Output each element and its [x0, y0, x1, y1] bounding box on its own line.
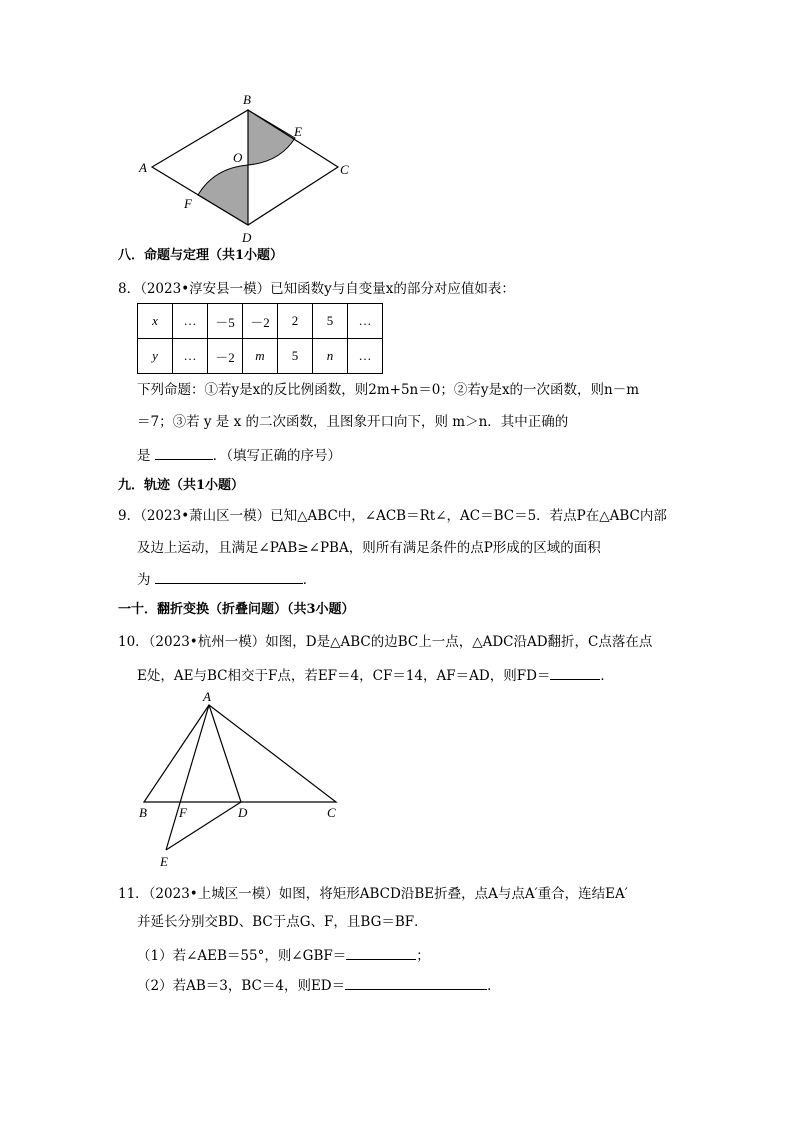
label-A: A — [203, 690, 211, 704]
label-F: F — [184, 196, 192, 211]
table-cell: －2 — [243, 304, 278, 339]
label-C: C — [327, 805, 336, 820]
q10-line2 — [137, 665, 614, 685]
q11-sub1-pre: （1）若∠AEB＝55°，则∠GBF＝ — [137, 948, 347, 964]
triangle-figure — [130, 690, 360, 870]
label-B: B — [139, 805, 147, 820]
q10-line2-post: ． — [600, 668, 614, 684]
label-E: E — [294, 124, 302, 139]
q11-sub1 — [137, 945, 430, 965]
q11-sub2-post: ． — [487, 978, 501, 994]
q11-sub2-pre: （2）若AB＝3，BC＝4，则ED＝ — [137, 978, 346, 994]
label-A: A — [139, 160, 147, 175]
segment-ad — [209, 705, 241, 802]
table-cell: －5 — [208, 304, 243, 339]
q11-sub2-answer-blank[interactable] — [345, 975, 487, 990]
q8-line3 — [137, 445, 341, 465]
table-row — [138, 339, 383, 374]
triangle-abc — [144, 705, 336, 802]
shaded-sector-lower — [198, 165, 248, 225]
table-cell: 2 — [278, 304, 313, 339]
label-E: E — [160, 854, 168, 869]
section-8-heading: 八．命题与定理（共1小题） — [118, 248, 284, 263]
table-cell: m — [243, 339, 278, 374]
q8-line3-post: ．（填写正确的序号） — [212, 448, 342, 464]
table-row — [138, 304, 383, 339]
q8-line2: ＝7；③若 y 是 x 的二次函数，且图象开口向下，则 m＞n．其中正确的 — [137, 414, 569, 430]
q11-line2: 并延长分别交BD、BC于点G、F，且BG＝BF． — [137, 914, 428, 930]
table-cell: 5 — [313, 304, 348, 339]
q11-sub1-post: ； — [416, 948, 430, 964]
table-cell: … — [173, 304, 208, 339]
rhombus-figure — [130, 90, 360, 245]
table-cell: 5 — [278, 339, 313, 374]
table-cell: … — [348, 339, 383, 374]
q8-line1: 下列命题：①若y是x的反比例函数，则2m+5n＝0；②若y是x的一次函数，则n－m — [137, 382, 640, 398]
q8-stem: 8．（2023•淳安县一模）已知函数y与自变量x的部分对应值如表： — [118, 281, 515, 297]
q10-line2-pre: E处，AE与BC相交于F点，若EF＝4，CF＝14，AF＝AD，则FD＝ — [137, 668, 551, 684]
q9-line3-post: ． — [302, 572, 317, 588]
q8-answer-blank[interactable] — [155, 445, 213, 460]
shaded-sector-upper — [248, 110, 295, 165]
q9-line3-pre: 为 — [137, 572, 151, 588]
label-D: D — [242, 230, 252, 245]
label-B: B — [243, 92, 251, 107]
section-10-heading: 一十．翻折变换（折叠问题）（共3小题） — [118, 602, 355, 617]
table-cell: … — [173, 339, 208, 374]
q10-line1: 10．（2023•杭州一模）如图，D是△ABC的边BC上一点，△ADC沿AD翻折，C点落在点 — [118, 634, 653, 650]
label-D: D — [238, 805, 248, 820]
label-F: F — [179, 805, 187, 820]
q11-sub2 — [137, 975, 501, 995]
label-C: C — [340, 162, 349, 177]
section-9-heading: 九．轨迹（共1小题） — [118, 478, 245, 493]
q9-line3 — [137, 569, 316, 589]
segment-de — [166, 802, 241, 850]
q9-line2: 及边上运动，且满足∠PAB≥∠PBA，则所有满足条件的点P形成的区域的面积 — [137, 540, 601, 556]
table-cell: … — [348, 304, 383, 339]
q11-sub1-answer-blank[interactable] — [346, 945, 416, 960]
q9-line1: 9．（2023•萧山区一模）已知△ABC中，∠ACB＝Rt∠，AC＝BC＝5．若点P在△ABC内部 — [118, 508, 667, 524]
table-cell: x — [138, 304, 173, 339]
table-cell: n — [313, 339, 348, 374]
q8-line3-pre: 是 — [137, 448, 151, 464]
label-O: O — [233, 150, 243, 165]
segment-ae — [166, 705, 209, 850]
table-cell: －2 — [208, 339, 243, 374]
q8-value-table — [137, 303, 383, 374]
q11-line1: 11．（2023•上城区一模）如图，将矩形ABCD沿BE折叠，点A与点A′重合，连结EA′ — [118, 886, 628, 902]
q9-answer-blank[interactable] — [155, 569, 303, 584]
table-cell: y — [138, 339, 173, 374]
q10-answer-blank[interactable] — [550, 665, 600, 680]
